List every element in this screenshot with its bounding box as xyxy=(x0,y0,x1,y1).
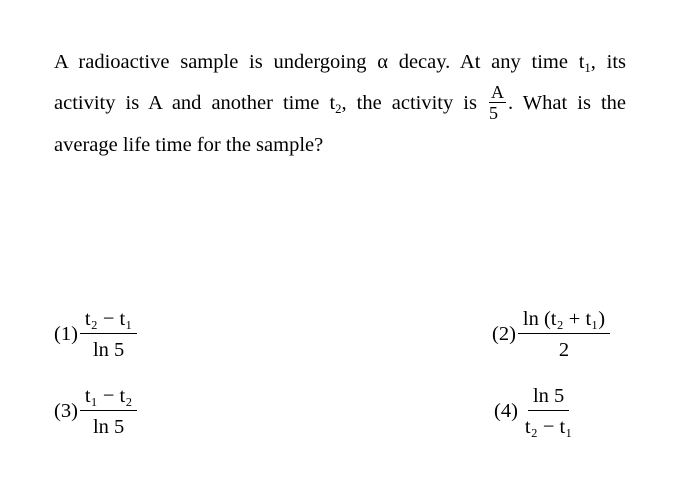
option-2-label: (2) xyxy=(492,323,516,345)
question-line-1-end: , its xyxy=(590,51,626,73)
option-2-denominator: 2 xyxy=(558,339,570,361)
option-2[interactable] xyxy=(492,308,610,361)
question-line-2-text-c: . What is the xyxy=(508,92,627,114)
option-3-label: (3) xyxy=(54,400,78,422)
subscript-2: 2 xyxy=(335,101,342,116)
option-1-numerator: t₂ − t₁ xyxy=(80,308,138,334)
question-line-1 xyxy=(54,42,626,83)
option-4-denominator: t₂ − t₁ xyxy=(524,416,573,438)
option-2-numerator: ln (t₂ + t₁) xyxy=(518,308,610,334)
option-3[interactable] xyxy=(54,385,137,438)
option-3-denominator: ln 5 xyxy=(92,416,125,438)
option-4[interactable] xyxy=(494,385,577,438)
option-1-fraction xyxy=(80,308,138,361)
activity-fraction xyxy=(489,82,506,123)
question-text xyxy=(54,42,626,166)
activity-fraction-denominator: 5 xyxy=(489,102,499,123)
subscript-1: 1 xyxy=(584,60,591,75)
question-line-2-text-a: activity is A and another time t xyxy=(54,92,336,114)
option-1-denominator: ln 5 xyxy=(92,339,125,361)
option-1[interactable] xyxy=(54,308,137,361)
option-2-fraction xyxy=(518,308,610,361)
question-line-2 xyxy=(54,83,626,125)
question-line-1-text: A radioactive sample is undergoing α decay. At any time t xyxy=(54,51,585,73)
activity-fraction-numerator: A xyxy=(491,81,505,102)
option-1-label: (1) xyxy=(54,323,78,345)
option-3-numerator: t₁ − t₂ xyxy=(80,385,138,411)
option-3-fraction xyxy=(80,385,138,438)
option-4-fraction xyxy=(520,385,578,438)
question-line-2-text-b: , the activity is xyxy=(341,92,477,114)
option-4-label: (4) xyxy=(494,400,518,422)
question-line-3: average life time for the sample? xyxy=(54,133,324,156)
option-4-numerator: ln 5 xyxy=(528,385,569,411)
